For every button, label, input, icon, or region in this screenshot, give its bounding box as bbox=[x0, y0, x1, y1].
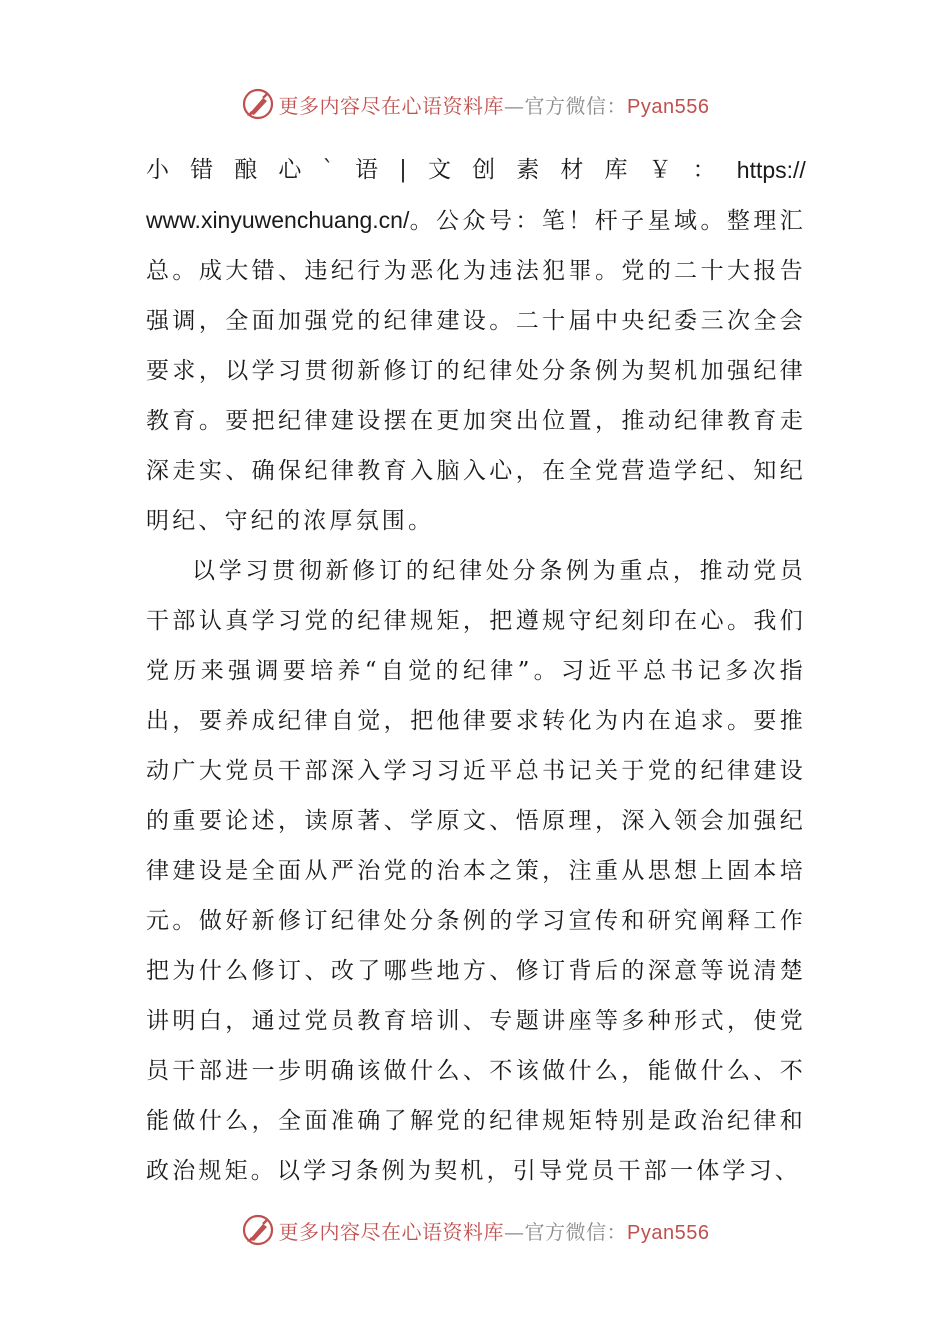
pen-nib-logo-icon bbox=[241, 87, 275, 121]
first-line-char: 心 bbox=[278, 157, 305, 183]
first-line-char: 语 bbox=[355, 157, 382, 183]
first-line-char: | bbox=[399, 157, 411, 183]
first-line-char: 小 bbox=[146, 157, 173, 183]
header-banner-dash: —官方微信： bbox=[504, 93, 628, 118]
header-banner-main: 更多内容尽在心语资料库 bbox=[278, 93, 505, 118]
first-line-char: https:// bbox=[736, 157, 806, 183]
paragraph-1-url: www.xinyuwenchuang.cn/ bbox=[146, 207, 410, 233]
pen-nib-logo-icon bbox=[241, 1213, 275, 1247]
first-line-char: 错 bbox=[190, 157, 217, 183]
first-line-char: ： bbox=[692, 157, 719, 183]
header-banner-id: Pyan556 bbox=[627, 95, 710, 118]
first-line-char: ￥ bbox=[648, 157, 675, 183]
paragraph-2: 以学习贯彻新修订的纪律处分条例为重点，推动党员干部认真学习党的纪律规矩，把遵规守纪刻印在心。我们党历来强调要培养“自觉的纪律”。习近平总书记多次指出，要养成纪律自觉，把他律要求转化为内在追求。要推动广大党员干部深入学习习近平总书记关于党的纪律建设的重要论述，读原著、学原文、悟原理，深入领会加强纪律建设是全面从严治党的治本之策，注重从思想上固本培元。做好新修订纪律处分条例的学习宣传和研究阐释工作把为什么修订、改了哪些地方、修订背后的深意等说清楚讲明白，通过党员教育培训、专题讲座等多种形式，使党员干部进一步明确该做什么、不该做什么，能做什么、不能做什么，全面准确了解党的纪律规矩特别是政治纪律和政治规矩。以学习条例为契机，引导党员干部一体学习、 bbox=[146, 558, 806, 1184]
first-line-char: 素 bbox=[516, 157, 543, 183]
paragraph-1 bbox=[146, 195, 806, 546]
footer-banner-main: 更多内容尽在心语资料库 bbox=[278, 1219, 505, 1244]
footer-banner bbox=[0, 1212, 950, 1248]
first-line-char: 文 bbox=[428, 157, 455, 183]
footer-banner-dash: —官方微信： bbox=[504, 1219, 628, 1244]
first-line-char: 创 bbox=[472, 157, 499, 183]
first-line-char: 酿 bbox=[234, 157, 261, 183]
first-line-char: 材 bbox=[560, 157, 587, 183]
first-line-char: 库 bbox=[604, 157, 631, 183]
footer-banner-id: Pyan556 bbox=[627, 1221, 710, 1244]
footer-banner-text bbox=[279, 1216, 710, 1245]
header-banner bbox=[0, 86, 950, 122]
header-banner-text bbox=[279, 90, 710, 119]
paragraph-1-text: 。公众号：笔！杆子星域。整理汇总。成大错、违纪行为恶化为违法犯罪。党的二十大报告强调，全面加强党的纪律建设。二十届中央纪委三次全会要求，以学习贯彻新修订的纪律处分条例为契机加强纪律教育。要把纪律建设摆在更加突出位置，推动纪律教育走深走实、确保纪律教育入脑入心，在全党营造学纪、知纪明纪、守纪的浓厚氛围。 bbox=[146, 208, 806, 534]
first-line-char: ` bbox=[322, 157, 338, 183]
first-line bbox=[146, 145, 806, 195]
document-body bbox=[146, 145, 806, 1196]
